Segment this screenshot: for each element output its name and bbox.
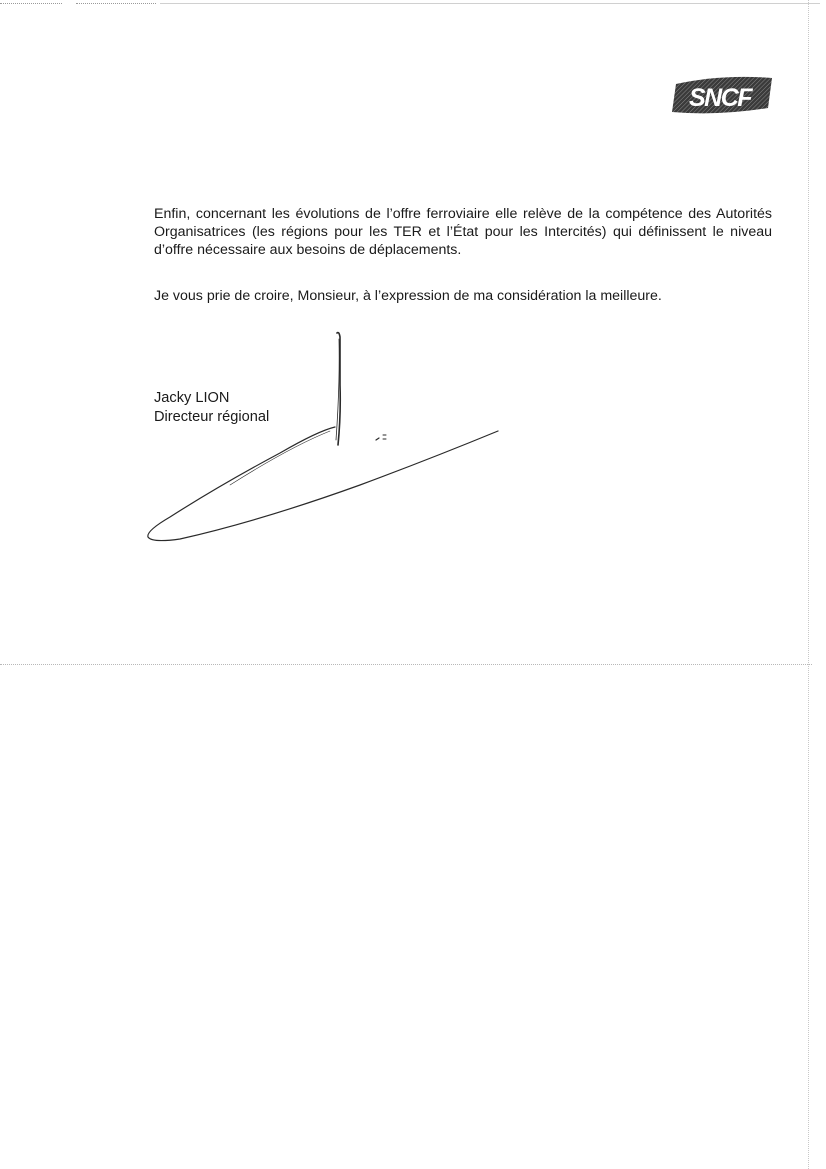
courtesy-formula: Je vous prie de croire, Monsieur, à l’expression de ma considération la meilleure. bbox=[154, 288, 662, 304]
signer-title: Directeur régional bbox=[154, 409, 270, 425]
handwritten-signature-icon bbox=[140, 325, 510, 550]
scan-edge-top bbox=[0, 3, 826, 5]
sncf-logo bbox=[670, 68, 774, 120]
fold-line bbox=[0, 664, 812, 665]
scan-edge-right bbox=[808, 0, 809, 1169]
signer-name: Jacky LION bbox=[154, 390, 230, 406]
sncf-logo-text: SNCF bbox=[688, 84, 752, 112]
closing-paragraph: Enfin, concernant les évolutions de l’offre ferroviaire elle relève de la compétence des Autorités Organisatrices (les régions pour les TER et l’État pour les Intercités) qui définissent le niveau d’offre nécessaire aux besoins de déplacements. bbox=[154, 206, 772, 258]
